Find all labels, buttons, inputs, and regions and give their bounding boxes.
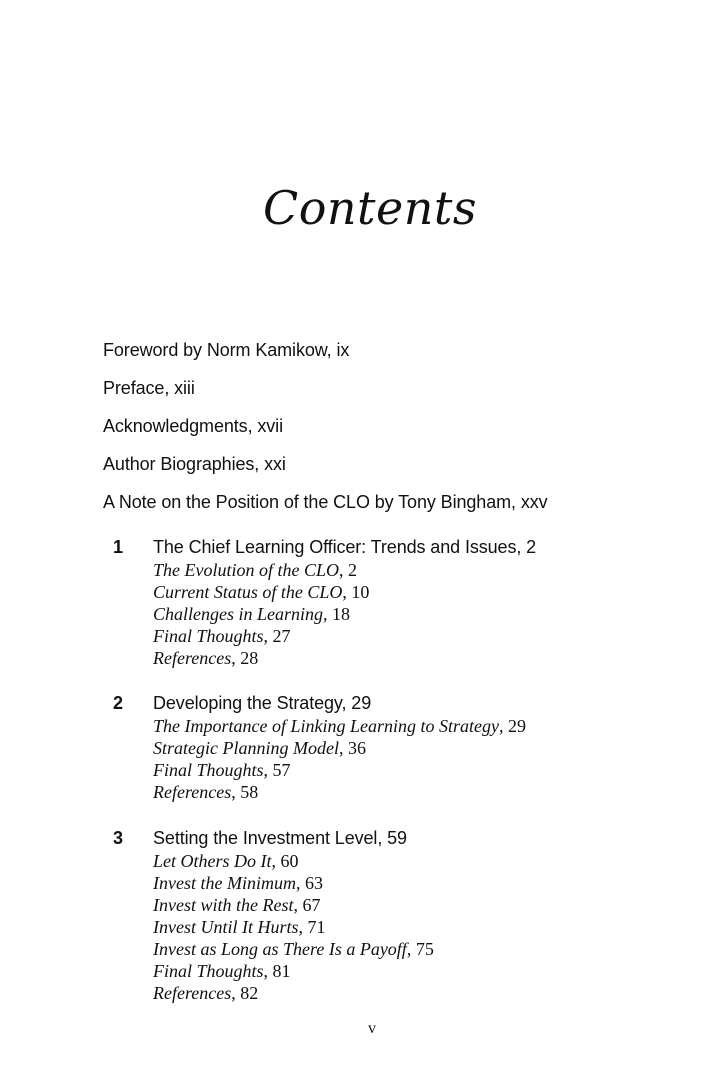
section-page: , 63	[295, 873, 323, 893]
section-entry	[153, 916, 434, 938]
chapter-heading	[113, 826, 434, 850]
page-number: v	[368, 1020, 376, 1037]
section-page: , 29	[498, 716, 526, 736]
chapter-heading	[113, 535, 536, 559]
front-matter-entry-preface: Preface, xiii	[103, 378, 195, 398]
section-page: , 67	[293, 895, 321, 915]
section-title: Challenges in Learning	[153, 604, 323, 624]
chapter-title: The Chief Learning Officer: Trends and Issues, 2	[153, 537, 537, 557]
section-entry	[153, 872, 434, 894]
chapter-number: 2	[113, 693, 124, 713]
section-title: The Evolution of the CLO	[153, 560, 339, 580]
section-entry	[153, 647, 536, 669]
section-entry	[153, 850, 434, 872]
chapter-title: Setting the Investment Level, 59	[153, 828, 407, 848]
section-page: , 18	[323, 604, 350, 624]
section-title: Invest Until It Hurts	[153, 917, 299, 937]
section-page: , 57	[263, 760, 291, 780]
section-page: , 36	[338, 738, 366, 758]
section-title: Final Thoughts	[153, 626, 264, 646]
section-entry	[153, 982, 434, 1004]
front-matter-list	[103, 339, 548, 529]
front-matter-entry-author-biographies: Author Biographies, xxi	[103, 454, 286, 474]
section-entry	[153, 559, 536, 581]
section-title: The Importance of Linking Learning to Strategy	[153, 716, 499, 736]
section-title: References	[153, 648, 232, 668]
section-entry	[153, 625, 536, 647]
section-entry	[153, 737, 526, 759]
section-entry	[153, 759, 526, 781]
section-title: Invest with the Rest	[153, 895, 294, 915]
section-title: Final Thoughts	[153, 961, 264, 981]
section-title: Strategic Planning Model	[153, 738, 339, 758]
section-title: Invest as Long as There Is a Payoff	[153, 939, 407, 959]
chapter-number: 3	[113, 828, 124, 848]
front-matter-entry-acknowledgments: Acknowledgments, xvii	[103, 416, 283, 436]
chapter-title: Developing the Strategy, 29	[153, 693, 372, 713]
section-title: References	[153, 983, 232, 1003]
section-page: , 82	[231, 983, 259, 1003]
section-entry	[153, 894, 434, 916]
section-title: Invest the Minimum	[153, 873, 296, 893]
section-page: , 71	[298, 917, 326, 937]
chapter-heading	[113, 691, 526, 715]
section-page: , 10	[342, 582, 370, 602]
section-list	[153, 715, 526, 803]
section-list	[153, 850, 434, 1004]
section-page: , 27	[263, 626, 291, 646]
section-title: Final Thoughts	[153, 760, 264, 780]
chapter-number: 1	[113, 537, 124, 557]
section-page: , 75	[406, 939, 434, 959]
section-entry	[153, 603, 536, 625]
front-matter-entry-note-on-clo: A Note on the Position of the CLO by Tony Bingham, xxv	[103, 492, 548, 512]
section-entry	[153, 938, 434, 960]
section-entry	[153, 960, 434, 982]
section-title: References	[153, 782, 232, 802]
front-matter-entry-foreword: Foreword by Norm Kamikow, ix	[103, 340, 350, 360]
section-title: Current Status of the CLO	[153, 582, 343, 602]
chapter-2	[113, 691, 526, 803]
section-page: , 28	[231, 648, 259, 668]
section-page: , 60	[271, 851, 299, 871]
section-title: Let Others Do It	[153, 851, 272, 871]
section-list	[153, 559, 536, 669]
page-title: Contents	[263, 181, 477, 235]
section-entry	[153, 581, 536, 603]
section-entry	[153, 715, 526, 737]
chapter-3	[113, 826, 434, 1004]
section-page: , 58	[231, 782, 259, 802]
section-entry	[153, 781, 526, 803]
section-page: , 2	[339, 560, 357, 580]
section-page: , 81	[263, 961, 291, 981]
chapter-1	[113, 535, 536, 669]
